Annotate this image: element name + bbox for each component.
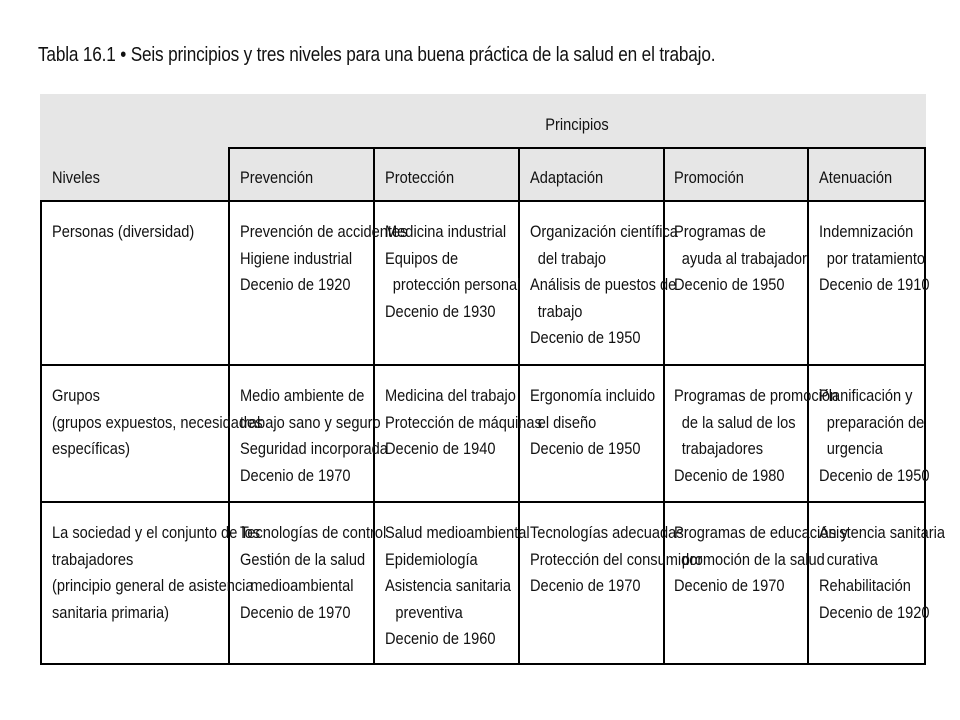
cell-line: Organización científica — [530, 222, 678, 241]
cell-line: Decenio de 1910 — [819, 275, 930, 294]
row-personas-proteccion — [385, 219, 520, 325]
cell-line: Salud medioambiental — [385, 523, 530, 542]
cell-line: urgencia — [826, 439, 883, 458]
header-principios: Principios — [545, 115, 609, 134]
cell-line: Decenio de 1930 — [385, 301, 496, 321]
cell-line: Personas (diversidad) — [52, 222, 195, 241]
cell-line: preparación de — [826, 412, 925, 432]
cell-line: Análisis de puestos de — [530, 275, 677, 294]
cell-line: Decenio de 1920 — [819, 602, 930, 622]
grid-line — [40, 200, 926, 202]
grid-line — [228, 147, 926, 149]
cell-line: preventiva — [395, 602, 463, 622]
cell-line: Equipos de — [385, 248, 459, 268]
cell-line: por tratamiento — [826, 248, 926, 268]
cell-line: Tecnologías de control — [240, 523, 387, 542]
cell-line: Seguridad incorporada — [240, 439, 388, 458]
cell-line: La sociedad y el conjunto de los — [52, 523, 261, 542]
cell-line: Decenio de 1970 — [674, 576, 785, 595]
cell-line: Protección del consumidor — [530, 549, 703, 569]
cell-line: curativa — [826, 549, 878, 569]
cell-line: promoción de la salud — [681, 549, 825, 569]
cell-line: Protección de máquinas — [385, 412, 542, 432]
header-promocion: Promoción — [674, 168, 744, 187]
cell-line: Gestión de la salud — [240, 549, 366, 569]
cell-line: de la salud de los — [681, 412, 796, 432]
cell-line: Medicina del trabajo — [385, 386, 516, 405]
row-personas-prevencion — [240, 219, 407, 299]
row-grupos-atenuacion — [819, 383, 930, 489]
table-title: Tabla 16.1 • Seis principios y tres niveles para una buena práctica de la salud en el trabajo. — [38, 44, 716, 66]
cell-line: trabajo sano y seguro — [240, 412, 381, 432]
row-sociedad-nivel — [52, 520, 260, 626]
cell-line: Medio ambiente de — [240, 386, 365, 405]
cell-line: específicas) — [52, 439, 131, 458]
grid-line — [40, 501, 926, 503]
cell-line: trabajo — [537, 301, 583, 321]
cell-line: Epidemiología — [385, 549, 478, 569]
row-grupos-nivel — [52, 383, 262, 463]
row-sociedad-proteccion — [385, 520, 530, 653]
cell-line: Decenio de 1970 — [240, 602, 351, 622]
cell-line: Rehabilitación — [819, 576, 911, 595]
cell-line: Decenio de 1950 — [674, 275, 785, 294]
cell-line: sanitaria primaria) — [52, 602, 170, 622]
cell-line: (grupos expuestos, necesidades — [52, 412, 263, 432]
cell-line: Decenio de 1960 — [385, 629, 496, 648]
cell-line: (principio general de asistencia — [52, 576, 254, 595]
cell-line: protección personal — [392, 275, 521, 294]
grid-line — [40, 663, 926, 665]
cell-line: Planificación y — [819, 386, 913, 405]
cell-line: Decenio de 1950 — [530, 328, 641, 347]
header-niveles: Niveles — [52, 168, 100, 187]
row-sociedad-atenuacion — [819, 520, 945, 626]
cell-line: el diseño — [537, 412, 597, 432]
cell-line: Asistencia sanitaria — [819, 523, 945, 542]
cell-line: Ergonomía incluido — [530, 386, 656, 405]
cell-line: Decenio de 1980 — [674, 465, 785, 485]
header-proteccion: Protección — [385, 168, 455, 187]
cell-line: Tecnologías adecuadas — [530, 523, 684, 542]
row-grupos-adaptacion — [530, 383, 655, 463]
cell-line: Higiene industrial — [240, 248, 353, 268]
cell-line: Programas de — [674, 222, 766, 241]
cell-line: Grupos — [52, 386, 100, 405]
cell-line: Programas de educación y — [674, 523, 848, 542]
row-sociedad-prevencion — [240, 520, 386, 626]
cell-line: Indemnización — [819, 222, 914, 241]
cell-line: Decenio de 1970 — [530, 576, 641, 595]
cell-line: Decenio de 1920 — [240, 275, 351, 294]
row-personas-promocion — [674, 219, 807, 299]
cell-line: Asistencia sanitaria — [385, 576, 511, 595]
grid-line — [40, 200, 42, 665]
row-personas-nivel — [52, 219, 194, 246]
cell-line: del trabajo — [537, 248, 607, 268]
cell-line: Decenio de 1970 — [240, 465, 351, 485]
cell-line: trabajadores — [52, 549, 134, 569]
cell-line: medioambiental — [250, 576, 354, 595]
cell-line: trabajadores — [681, 439, 764, 458]
principles-table — [40, 94, 945, 665]
row-grupos-prevencion — [240, 383, 388, 489]
cell-line: Prevención de accidentes — [240, 222, 408, 241]
row-personas-atenuacion — [819, 219, 930, 299]
cell-line: ayuda al trabajador — [681, 248, 807, 268]
header-prevencion: Prevención — [240, 168, 314, 187]
header-adaptacion: Adaptación — [530, 168, 604, 187]
row-grupos-promocion — [674, 383, 838, 489]
cell-line: Programas de promoción — [674, 386, 839, 405]
cell-line: Decenio de 1950 — [530, 439, 641, 458]
grid-line — [40, 364, 926, 366]
row-grupos-proteccion — [385, 383, 542, 463]
cell-line: Decenio de 1950 — [819, 465, 930, 485]
header-atenuacion: Atenuación — [819, 168, 893, 187]
row-personas-adaptacion — [530, 219, 678, 352]
cell-line: Decenio de 1940 — [385, 439, 496, 458]
cell-line: Medicina industrial — [385, 222, 507, 241]
